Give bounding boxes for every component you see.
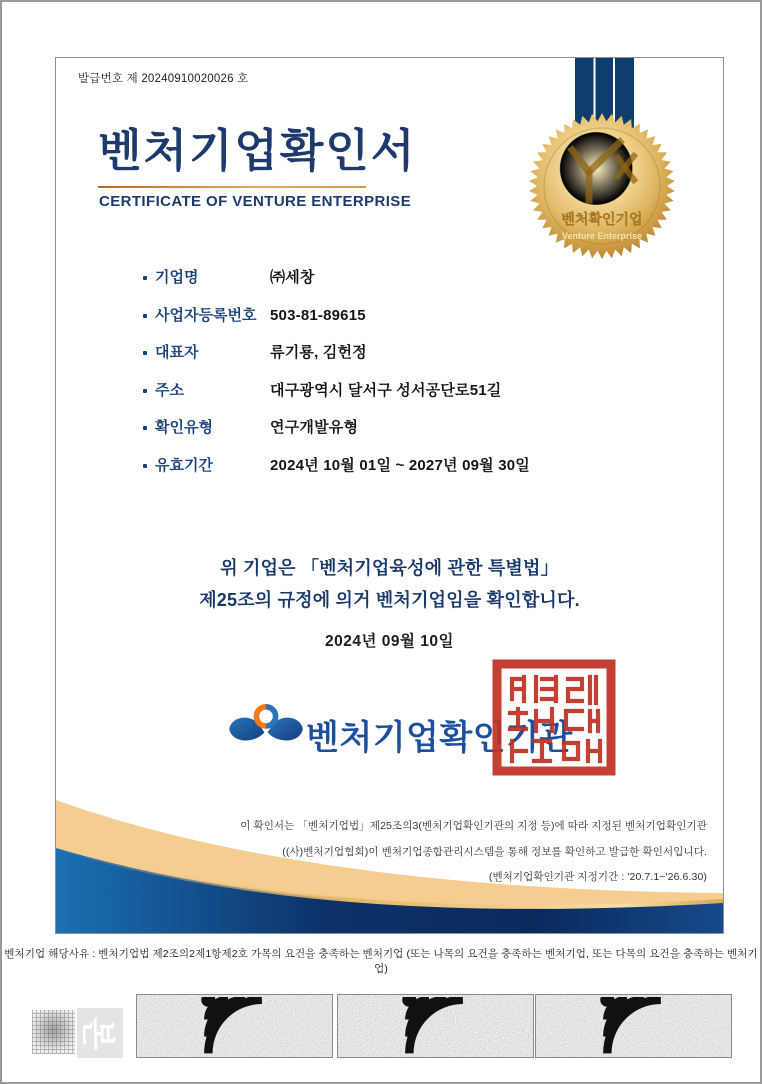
- field-business-number: [143, 308, 688, 324]
- issue-number: 발급번호 제 20240910020026 호: [78, 73, 249, 85]
- security-barcode-3: [535, 994, 732, 1058]
- original-mark-block: [77, 1008, 123, 1058]
- agency-seal-stamp-icon: [492, 659, 616, 776]
- bullet-icon: [143, 389, 147, 393]
- field-label: 대표자: [155, 344, 199, 361]
- agency-name: 벤처기업확인기관: [306, 719, 573, 757]
- bullet-icon: [143, 314, 147, 318]
- bullet-icon: [143, 464, 147, 468]
- field-label: 사업자등록번호: [155, 306, 257, 324]
- sound-wave-icon: [340, 997, 535, 1059]
- verification-grid-pattern: [32, 1010, 75, 1054]
- field-label: 유효기간: [155, 456, 213, 474]
- fine-print-line1: 이 확인서는 「벤처기업법」제25조의3(벤처기업확인기관의 지정 등)에 따라 지정된 벤처기업확인기관: [240, 820, 707, 832]
- medal-label-kr: 벤처확인기업: [561, 211, 643, 227]
- field-label: 주소: [155, 381, 184, 399]
- venture-enterprise-medal-icon: [528, 112, 676, 260]
- original-mark-glyph: 본: [77, 1016, 116, 1050]
- footer-note: 벤처기업 해당사유 : 벤처기업법 제2조의2제1항제2호 가목의 요건을 충족하는 벤처기업 (또는 나목의 요건을 충족하는 벤처기업, 또는 다목의 요건을 충족하는 벤처기업): [4, 948, 758, 975]
- sound-wave-icon: [538, 997, 733, 1059]
- certificate-title: 벤처기업확인서: [98, 125, 417, 176]
- sound-wave-icon: [139, 997, 334, 1059]
- fine-print-line3: (벤처기업확인기관 지정기간 : '20.7.1~'26.6.30): [488, 871, 707, 883]
- title-underline: [98, 186, 366, 188]
- certificate-frame: [55, 57, 724, 934]
- medal-label-en: Venture Enterprise: [561, 231, 643, 241]
- field-value: ㈜세창: [270, 269, 315, 286]
- bullet-icon: [143, 276, 147, 280]
- field-value: 연구개발유형: [270, 419, 359, 436]
- field-address: [143, 383, 688, 399]
- fine-print-line2: ((사)벤처기업협회)이 벤처기업종합관리시스템을 통해 정보를 확인하고 발급한 확인서입니다.: [282, 845, 707, 858]
- issue-date: 2024년 09월 10일: [325, 633, 454, 650]
- field-label: 기업명: [155, 269, 199, 286]
- security-barcode-2: [337, 994, 534, 1058]
- agency-logo-icon: [226, 702, 306, 758]
- certificate-fields: [143, 270, 688, 495]
- certification-statement: [56, 552, 723, 616]
- footer-wave-decoration: [56, 785, 723, 933]
- bullet-icon: [143, 351, 147, 355]
- certificate-subtitle: CERTIFICATE OF VENTURE ENTERPRISE: [99, 193, 412, 210]
- field-value: 류기룡, 김헌정: [270, 344, 367, 361]
- field-value: 503-81-89615: [270, 306, 366, 324]
- field-representative: [143, 345, 688, 361]
- field-label: 확인유형: [155, 419, 213, 436]
- statement-line2: 제25조의 규정에 의거 벤처기업임을 확인합니다.: [199, 590, 580, 610]
- field-value: 2024년 10월 01일 ~ 2027년 09월 30일: [270, 456, 530, 474]
- field-value: 대구광역시 달서구 성서공단로51길: [270, 381, 502, 399]
- security-barcode-1: [136, 994, 333, 1058]
- bullet-icon: [143, 426, 147, 430]
- field-company-name: [143, 270, 688, 286]
- field-confirmation-type: [143, 420, 688, 436]
- field-validity-period: [143, 458, 688, 474]
- statement-line1: 위 기업은 「벤처기업육성에 관한 특별법」: [220, 558, 559, 578]
